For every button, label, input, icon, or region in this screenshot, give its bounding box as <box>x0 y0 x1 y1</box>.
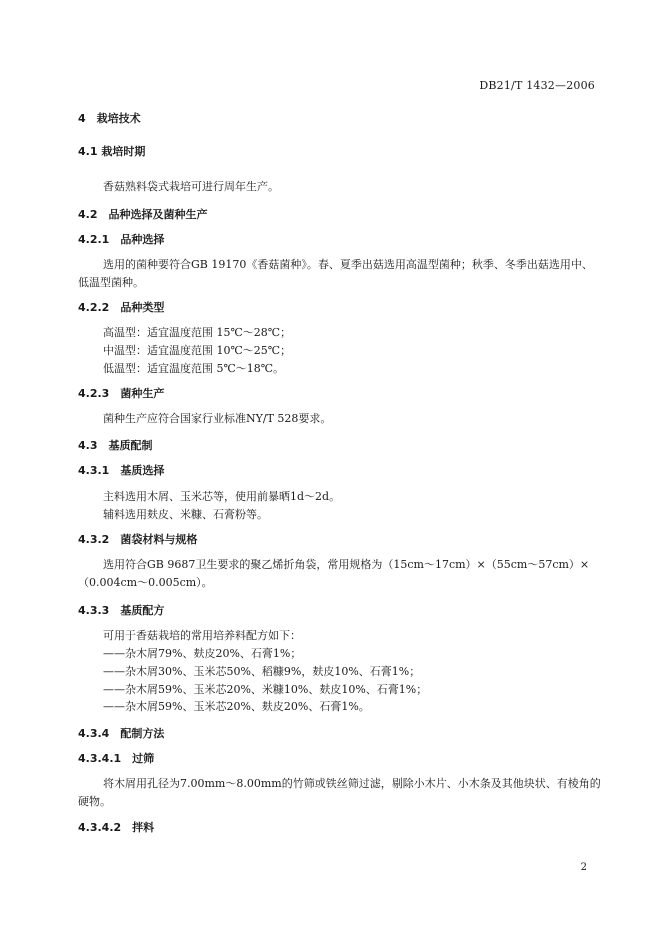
formula-item-3: ——杂木屑59%、玉米芯20%、米糠10%、麸皮10%、石膏1%； <box>103 683 428 696</box>
heading-4-1: 4.1 栽培时期 <box>78 145 146 158</box>
paragraph-4-1: 香菇熟料袋式栽培可进行周年生产。 <box>103 180 279 193</box>
heading-4-3-3: 4.3.3 基质配方 <box>78 604 165 617</box>
type-low-temp: 低温型：适宜温度范围 5℃～18℃。 <box>103 362 285 375</box>
paragraph-4-3-4-1-line1: 将木屑用孔径为7.00mm～8.00mm的竹筛或铁丝筛过滤，剔除小木片、小木条及其他块状、有棱角的 <box>103 777 601 790</box>
type-high-temp: 高温型：适宜温度范围 15℃～28℃； <box>103 326 292 339</box>
heading-4-3-4-2: 4.3.4.2 拌料 <box>78 821 155 834</box>
type-mid-temp: 中温型：适宜温度范围 10℃～25℃； <box>103 344 292 357</box>
page-number: 2 <box>580 862 587 873</box>
paragraph-4-3-4-1-line2: 硬物。 <box>78 795 111 808</box>
heading-4-2: 4.2 品种选择及菌种生产 <box>78 208 208 221</box>
heading-4-2-2: 4.2.2 品种类型 <box>78 301 165 314</box>
heading-4-3-1: 4.3.1 基质选择 <box>78 464 165 477</box>
formula-item-4: ——杂木屑59%、玉米芯20%、麸皮20%、石膏1%。 <box>103 700 370 713</box>
formula-item-2: ——杂木屑30%、玉米芯50%、稻糠9%，麸皮10%、石膏1%； <box>103 665 421 678</box>
paragraph-4-3-2-line1: 选用符合GB 9687卫生要求的聚乙烯折角袋，常用规格为（15cm～17cm）×（55cm～57cm）× <box>103 558 590 571</box>
paragraph-4-3-1-line1: 主料选用木屑、玉米芯等，使用前暴晒1d～2d。 <box>103 490 341 503</box>
heading-4-3: 4.3 基质配制 <box>78 439 153 452</box>
heading-4-3-4: 4.3.4 配制方法 <box>78 727 165 740</box>
heading-4-2-1: 4.2.1 品种选择 <box>78 233 165 246</box>
formula-item-1: ——杂木屑79%、麸皮20%、石膏1%； <box>103 647 302 660</box>
paragraph-4-2-3: 菌种生产应符合国家行业标准NY/T 528要求。 <box>103 412 332 425</box>
paragraph-4-3-2-line2: （0.004cm～0.005cm）。 <box>78 576 213 589</box>
paragraph-4-2-1-line2: 低温型菌种。 <box>78 276 144 289</box>
paragraph-4-3-1-line2: 辅料选用麸皮、米糠、石膏粉等。 <box>103 508 268 521</box>
formula-intro: 可用于香菇栽培的常用培养料配方如下： <box>103 629 301 642</box>
heading-4-2-3: 4.2.3 菌种生产 <box>78 387 165 400</box>
document-code: DB21/T 1432—2006 <box>479 79 595 92</box>
paragraph-4-2-1-line1: 选用的菌种要符合GB 19170《香菇菌种》。春、夏季出菇选用高温型菌种；秋季、冬季出菇选用中、 <box>103 258 593 271</box>
heading-4-3-2: 4.3.2 菌袋材料与规格 <box>78 533 198 546</box>
heading-4-3-4-1: 4.3.4.1 过筛 <box>78 752 155 765</box>
heading-4: 4 栽培技术 <box>78 112 141 125</box>
